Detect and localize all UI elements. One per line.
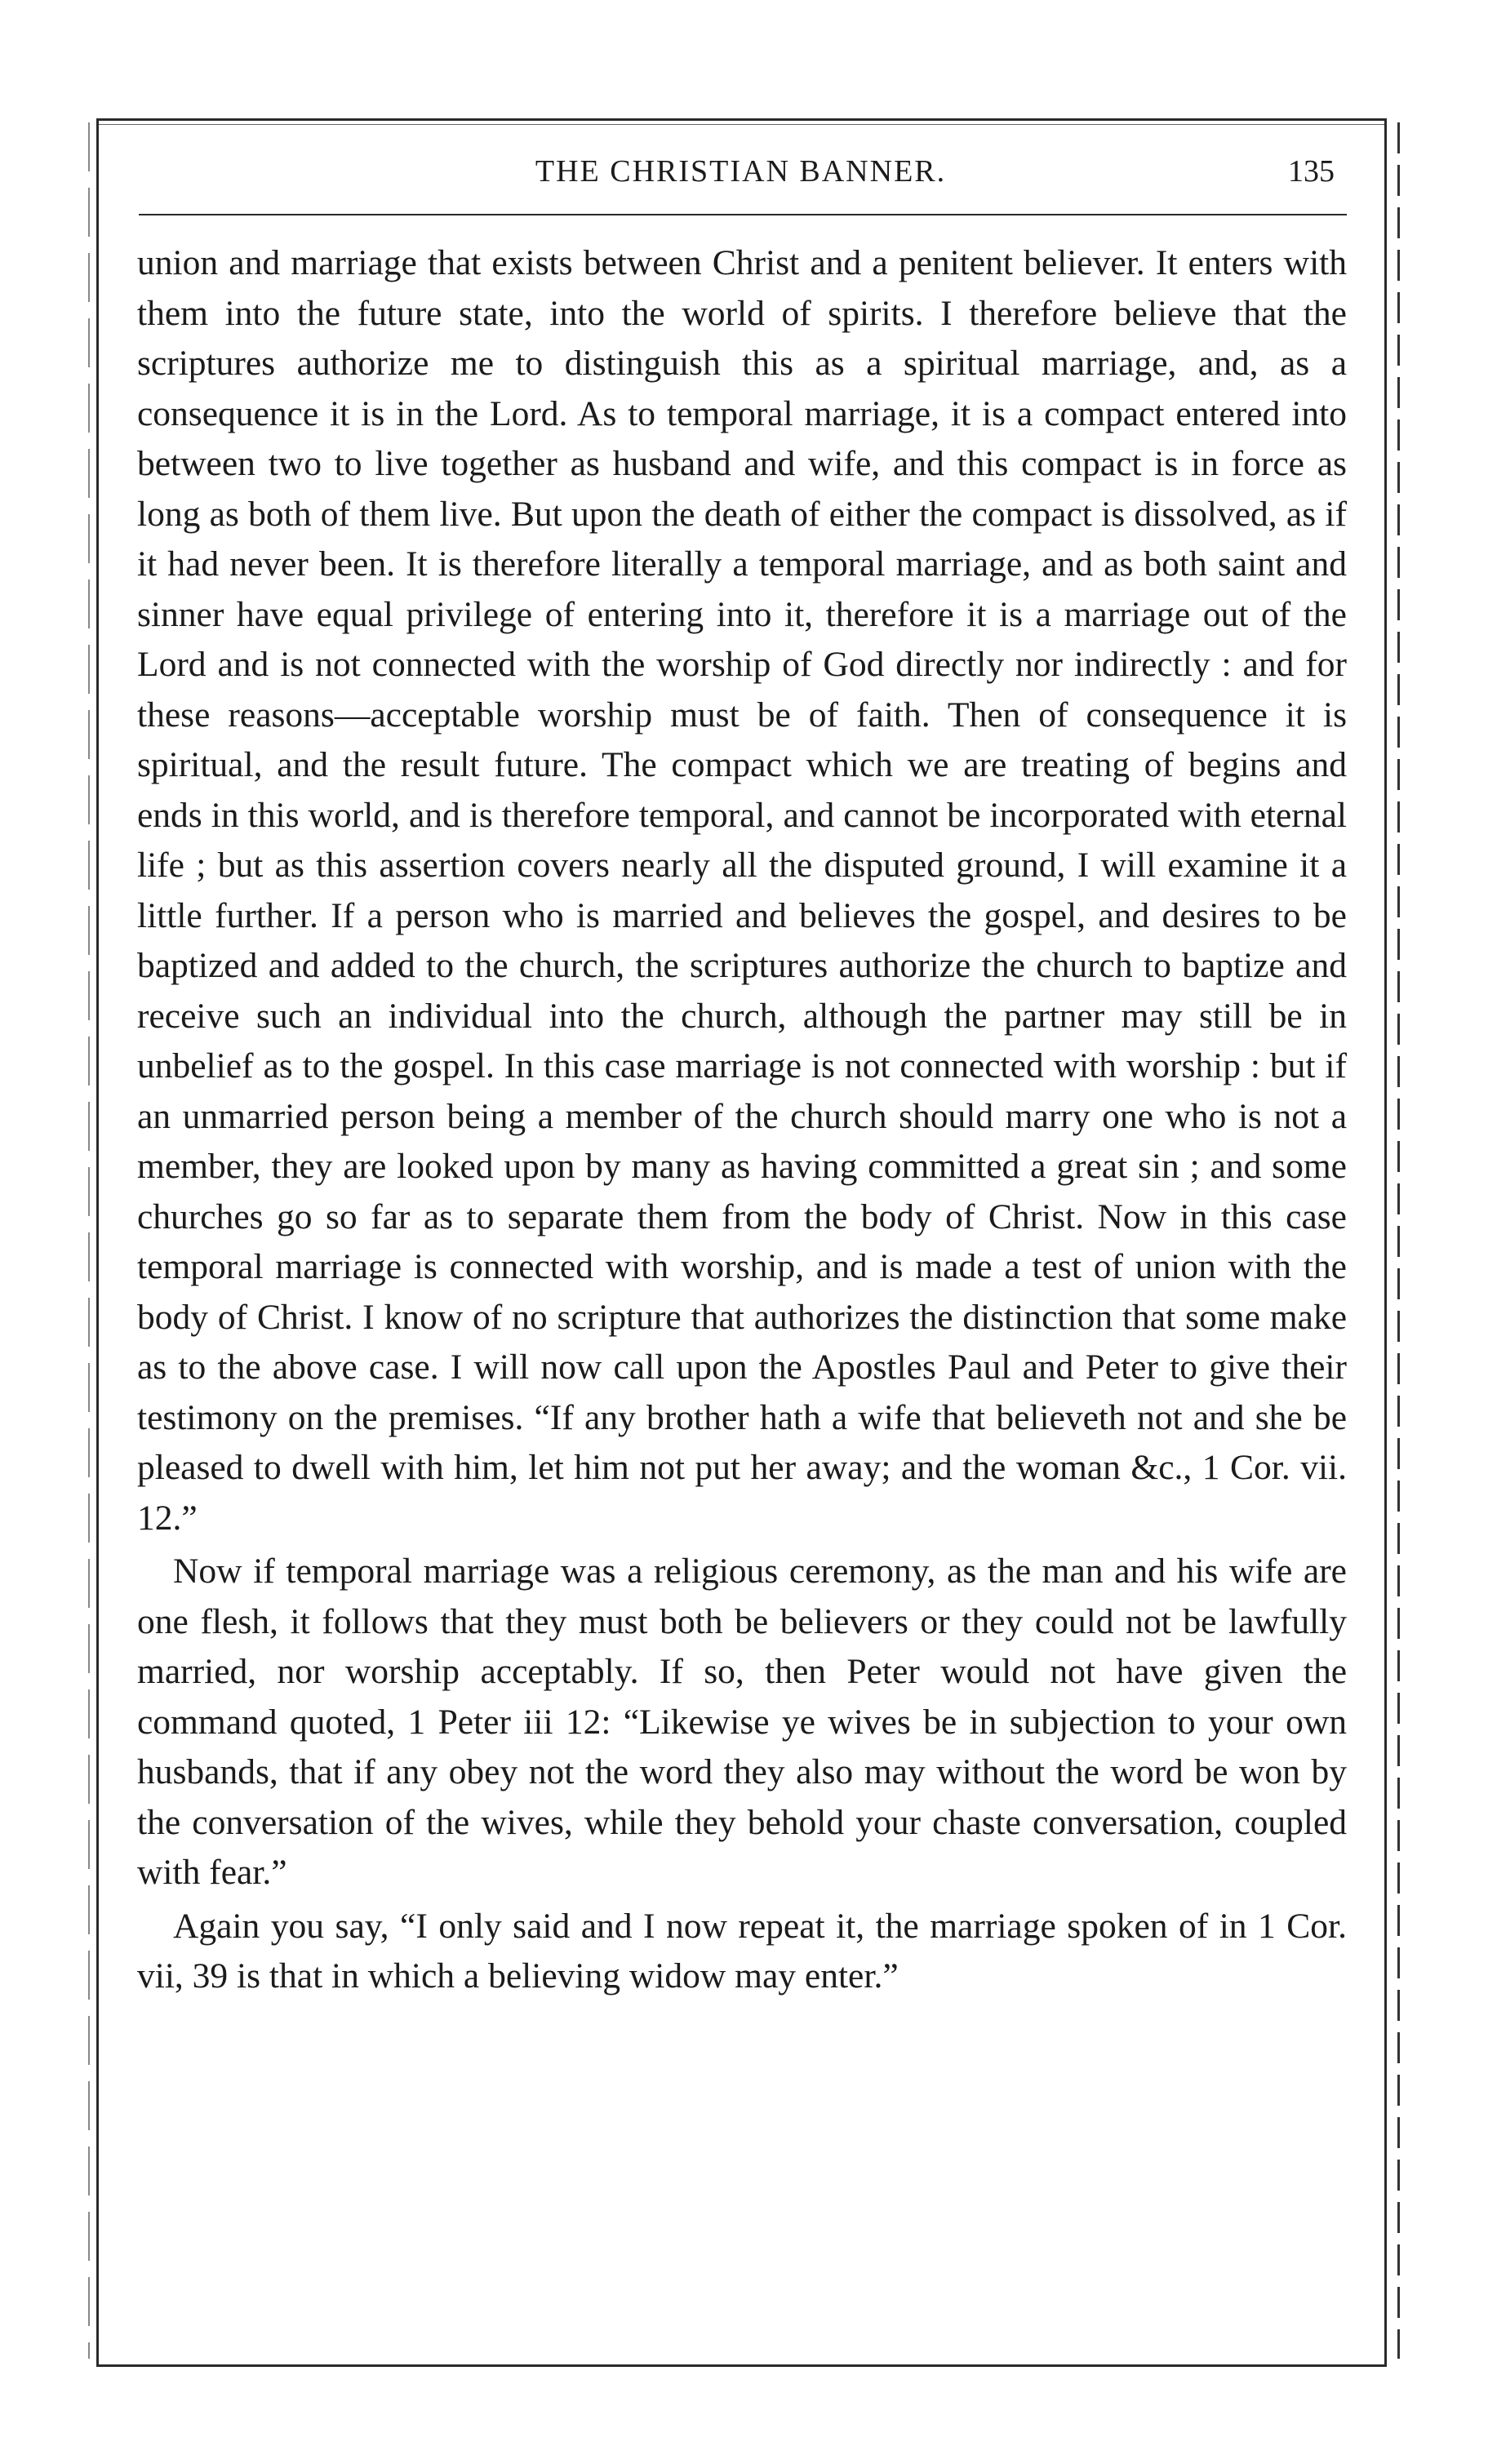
paragraph: Again you say, “I only said and I now repeat it, the marriage spoken of in 1 Cor. vii, 39 is that in which a believing widow may enter.” [137,1906,1347,1996]
paragraph: union and marriage that exists between Christ and a penitent believer. It enters with them into the future state, into the world of spirits. I therefore believe that the scriptures authorize me to distinguish this as a spiritual marriage, and, as a consequence it is in the Lord. As to temporal marriage, it is a compact entered into between two to live together as husband and wife, and this compact is in force as long as both of them live. But upon the death of either the compact is dissolved, as if it had never been. It is therefore literally a temporal marriage, and as both saint and sinner have equal privilege of entering into it, therefore it is a marriage out of the Lord and is not connected with the worship of God directly nor indirectly : and for these reasons—acceptable worship must be of faith. Then of consequence it is spiritual, and the result future. The compact which we are treating of begins and ends in this world, and is therefore temporal, and cannot be incorporated with eternal life ; but as this assertion covers nearly all the disputed ground, I will examine it a little further. If a person who is married and believes the gospel, and desires to be baptized and added to the church, the scriptures authorize the church to baptize and receive such an individual into the church, although the partner may still be in unbelief as to the gospel. In this case marriage is not connected with worship : but if an unmarried person being a member of the church should marry one who is not a member, they are looked upon by many as having committed a great sin ; and some churches go so far as to separate them from the body of Christ. Now in this case temporal marriage is connected with worship, and is made a test of union with the body of Christ. I know of no scripture that authorizes the distinction that some make as to the above case. I will now call upon the Apostles Paul and Peter to give their testimony on the premises. “If any brother hath a wife that believeth not and she be pleased to dwell with him, let him not put her away; and the woman &c., 1 Cor. vii. 12.” [137,243,1347,1538]
page-header [139,153,1343,211]
page-number: 135 [1288,154,1335,189]
running-title: THE CHRISTIAN BANNER. [535,154,947,189]
bottom-border [96,2364,1384,2367]
right-margin-rule [1397,122,1400,2359]
left-margin-rule [88,122,90,2359]
paragraph: Now if temporal marriage was a religious ceremony, as the man and his wife are one flesh, it follows that they must both be believers or they could not be lawfully married, nor worship acceptably. If so, then Peter would not have given the command quoted, 1 Peter iii 12: “Likewise ye wives be in subjection to your own husbands, that if any obey not the word they also may without the word be won by the conversation of the wives, while they behold your chaste conversation, coupled with fear.” [137,1552,1347,1892]
article-body [137,238,1347,2002]
header-rule [139,214,1347,215]
